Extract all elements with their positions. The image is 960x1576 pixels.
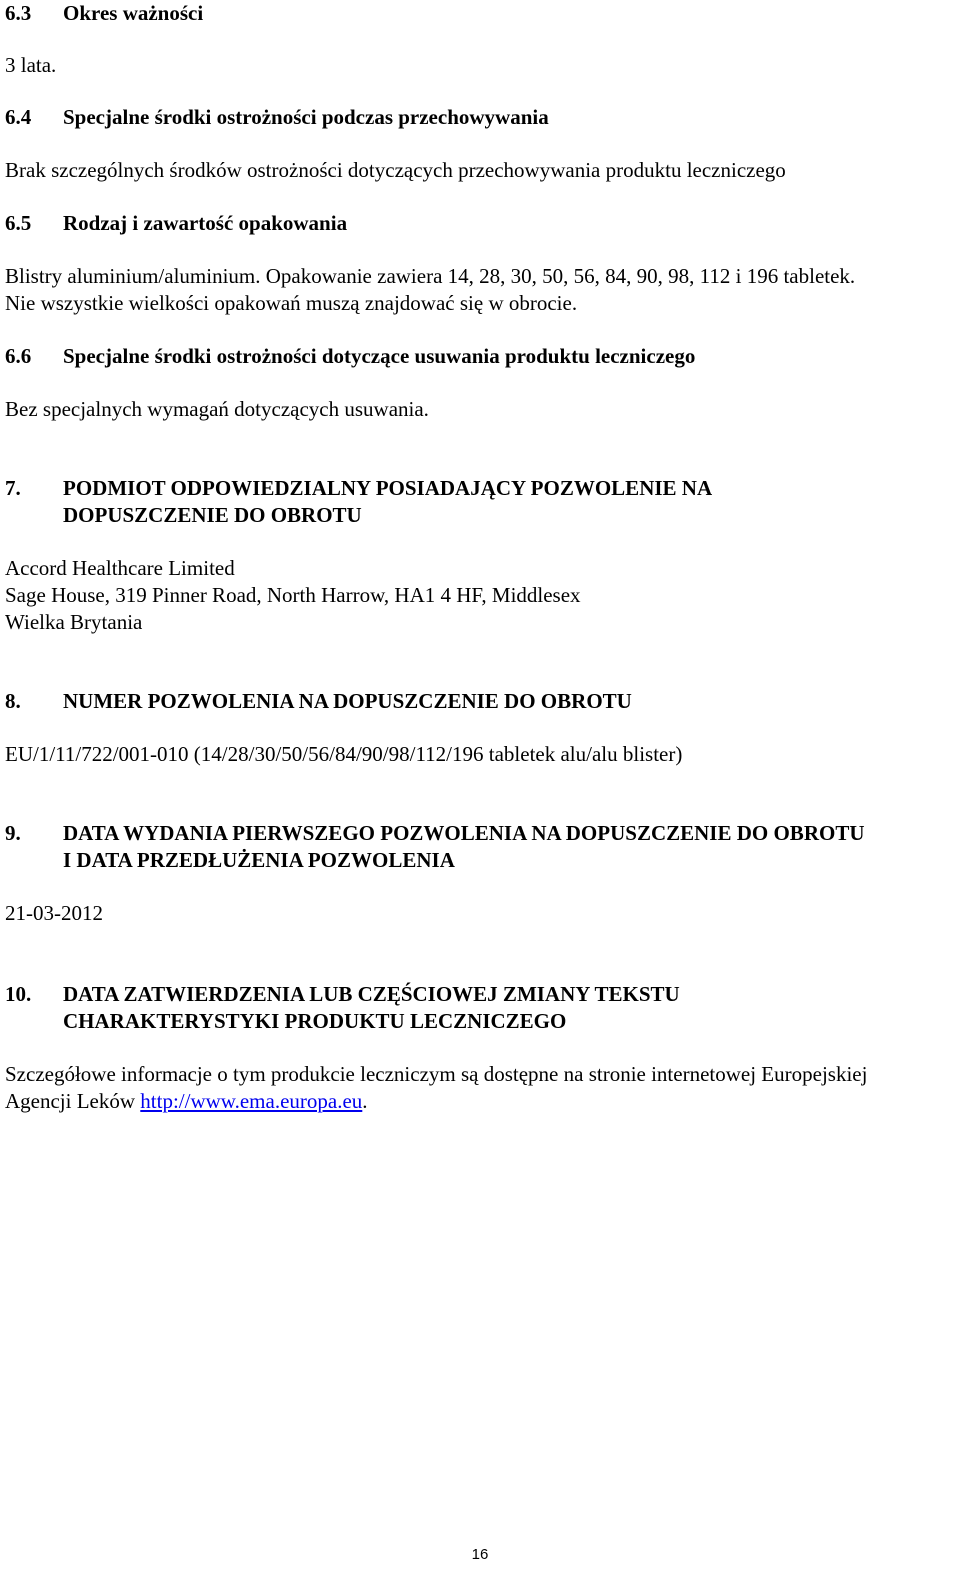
section-8-body: EU/1/11/722/001-010 (14/28/30/50/56/84/90/98/112/196 tabletek alu/alu blister) xyxy=(5,742,683,766)
company-country: Wielka Brytania xyxy=(5,610,143,634)
body-text: . xyxy=(362,1089,368,1113)
section-title-line: DATA ZATWIERDZENIA LUB CZĘŚCIOWEJ ZMIANY TEKSTU xyxy=(63,982,680,1006)
section-title: NUMER POZWOLENIA NA DOPUSZCZENIE DO OBROTU xyxy=(63,689,632,713)
section-title-line: PODMIOT ODPOWIEDZIALNY POSIADAJĄCY POZWOLENIE NA xyxy=(63,476,713,500)
section-number: 6.4 xyxy=(5,105,32,129)
body-line: Nie wszystkie wielkości opakowań muszą znajdować się w obrocie. xyxy=(5,291,578,315)
body-text: Agencji Leków xyxy=(5,1089,141,1113)
section-7-heading xyxy=(5,475,954,529)
ema-website-link[interactable]: http://www.ema.europa.eu xyxy=(140,1089,363,1113)
body-line: Szczegółowe informacje o tym produkcie leczniczym są dostępne na stronie internetowej Europejskiej xyxy=(5,1062,868,1086)
section-6-5-body xyxy=(5,263,954,317)
section-6-5-heading xyxy=(5,210,954,237)
section-title: Okres ważności xyxy=(63,1,204,25)
section-title: Specjalne środki ostrożności podczas przechowywania xyxy=(63,105,549,129)
section-6-6-body: Bez specjalnych wymagań dotyczących usuwania. xyxy=(5,397,429,421)
section-6-4-heading xyxy=(5,104,954,131)
section-title-line: DATA WYDANIA PIERWSZEGO POZWOLENIA NA DOPUSZCZENIE DO OBROTU xyxy=(63,821,865,845)
section-10-body xyxy=(5,1061,954,1115)
section-title: Rodzaj i zawartość opakowania xyxy=(63,211,348,235)
company-address: Sage House, 319 Pinner Road, North Harrow, HA1 4 HF, Middlesex xyxy=(5,583,581,607)
section-title-line: I DATA PRZEDŁUŻENIA POZWOLENIA xyxy=(63,848,455,872)
body-line xyxy=(5,1088,954,1115)
section-9-heading xyxy=(5,820,954,874)
section-6-6-heading xyxy=(5,343,954,370)
section-6-3-body: 3 lata. xyxy=(5,53,57,77)
section-7-body xyxy=(5,555,954,636)
section-8-heading xyxy=(5,688,954,715)
section-6-4-body: Brak szczególnych środków ostrożności dotyczących przechowywania produktu leczniczego xyxy=(5,158,786,182)
section-number: 6.5 xyxy=(5,211,32,235)
section-number: 7. xyxy=(5,476,21,500)
section-number: 10. xyxy=(5,982,32,1006)
section-number: 6.6 xyxy=(5,344,32,368)
section-number: 9. xyxy=(5,821,21,845)
section-6-3-heading xyxy=(5,0,954,27)
section-number: 6.3 xyxy=(5,1,32,25)
section-number: 8. xyxy=(5,689,21,713)
section-10-heading xyxy=(5,981,954,1035)
section-title: Specjalne środki ostrożności dotyczące usuwania produktu leczniczego xyxy=(63,344,696,368)
section-title-line: CHARAKTERYSTYKI PRODUKTU LECZNICZEGO xyxy=(63,1009,567,1033)
company-name: Accord Healthcare Limited xyxy=(5,556,235,580)
page-number: 16 xyxy=(471,1546,489,1563)
section-title-line: DOPUSZCZENIE DO OBROTU xyxy=(63,503,362,527)
section-9-body: 21-03-2012 xyxy=(5,901,103,925)
body-line: Blistry aluminium/aluminium. Opakowanie zawiera 14, 28, 30, 50, 56, 84, 90, 98, 112 i 196 tabletek. xyxy=(5,264,856,288)
